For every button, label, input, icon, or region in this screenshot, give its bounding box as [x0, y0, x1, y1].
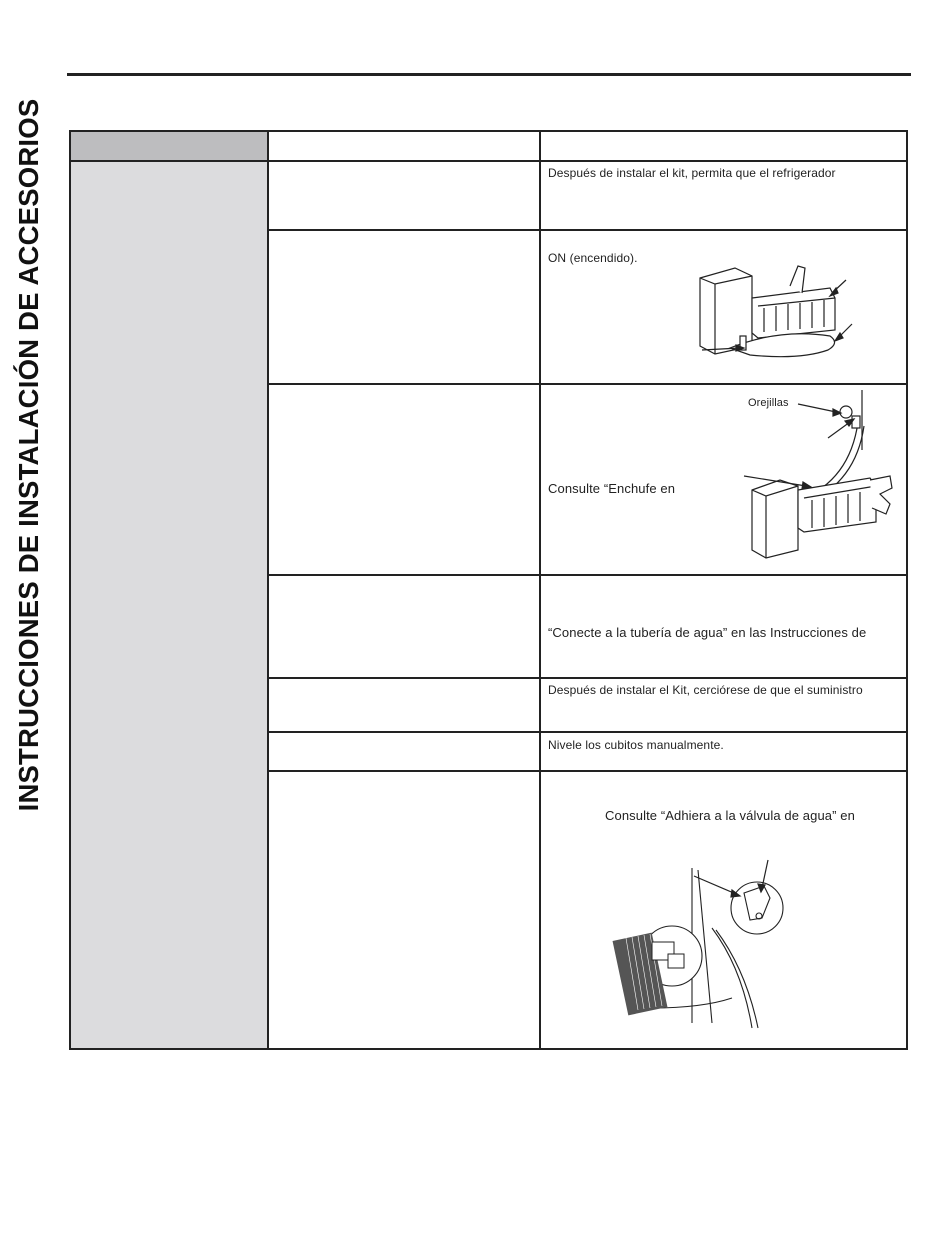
table-border-left [69, 130, 71, 1050]
column-divider-1 [267, 130, 269, 1050]
top-rule [67, 73, 911, 76]
table-border-right [906, 130, 908, 1050]
water-valve-illustration [612, 858, 822, 1033]
row-7-text: Consulte “Adhiera a la válvula de agua” en [605, 808, 855, 823]
row-divider-5 [267, 731, 908, 733]
header-divider [69, 160, 908, 162]
row-6-text: Nivele los cubitos manualmente. [548, 738, 724, 752]
problem-column [69, 162, 269, 1050]
table-border-top [69, 130, 908, 132]
row-divider-2 [267, 383, 908, 385]
row-5-text: Después de instalar el Kit, cerciórese de que el suministro [548, 683, 863, 697]
column-divider-2 [539, 130, 541, 1050]
header-cell-2 [269, 130, 541, 162]
row-3-text: Consulte “Enchufe en [548, 481, 676, 496]
ice-maker-tabs-illustration [740, 390, 900, 560]
ice-maker-illustration [690, 258, 860, 368]
side-title [10, 40, 48, 870]
row-2-text: ON (encendido). [548, 251, 638, 265]
header-cell-3 [541, 130, 908, 162]
header-cell-1 [69, 130, 269, 162]
row-divider-4 [267, 677, 908, 679]
row-divider-3 [267, 574, 908, 576]
table-border-bottom [69, 1048, 908, 1050]
row-divider-1 [267, 229, 908, 231]
orejillas-label: Orejillas [748, 397, 789, 409]
side-title-text: INSTRUCCIONES DE INSTALACIÓN DE ACCESORIOS [13, 98, 44, 812]
row-divider-6 [267, 770, 908, 772]
row-1-text: Después de instalar el kit, permita que el refrigerador [548, 166, 836, 180]
row-4-text: “Conecte a la tubería de agua” en las Instrucciones de [548, 625, 867, 640]
